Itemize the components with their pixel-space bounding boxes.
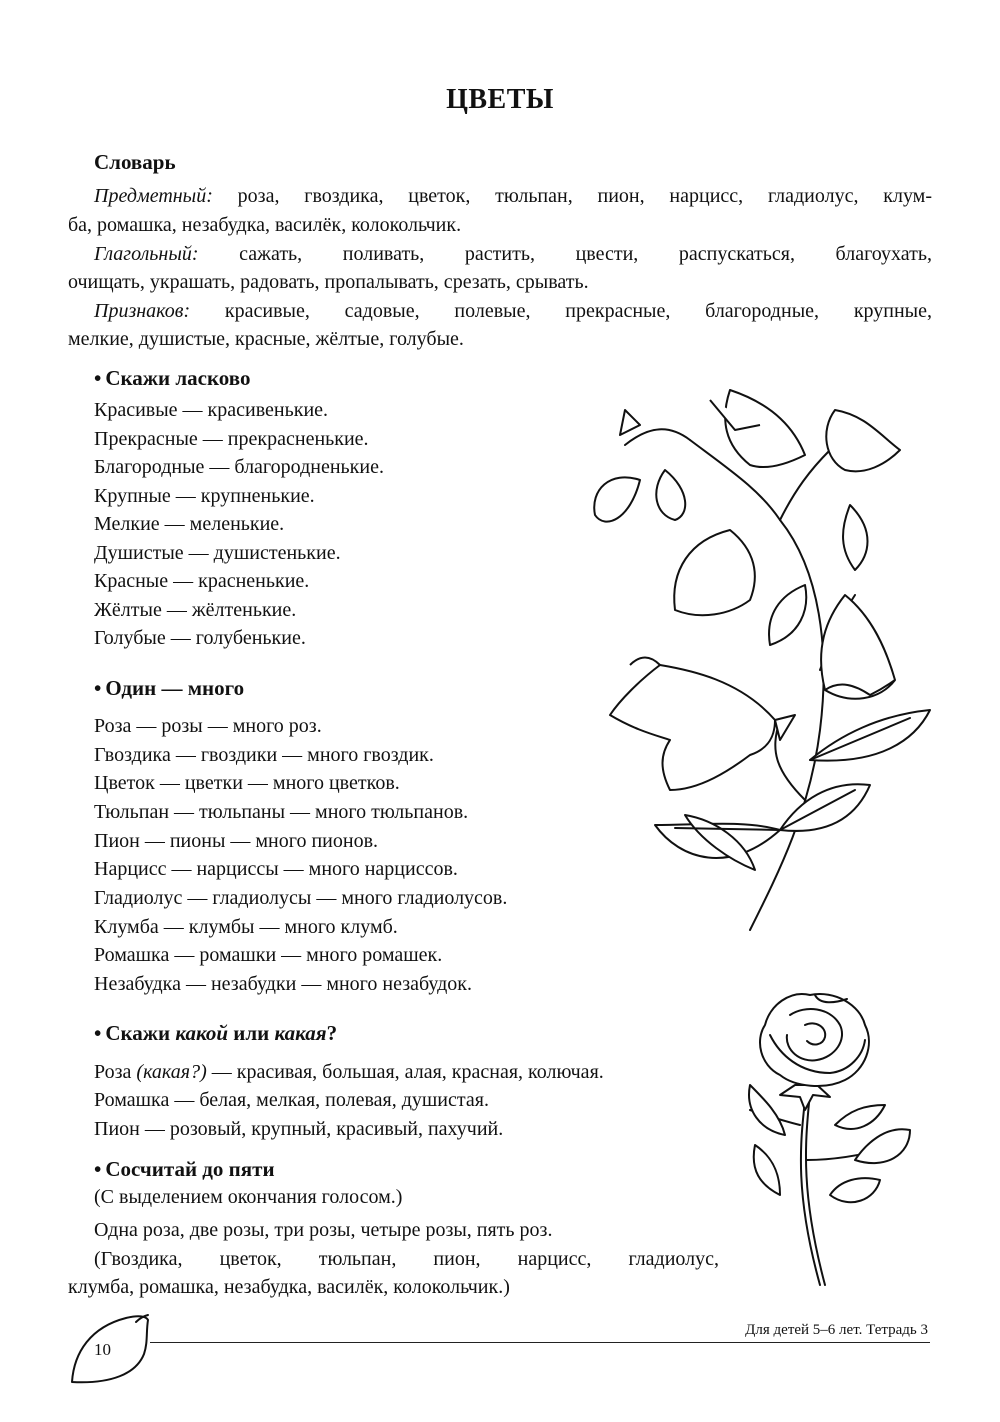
page-number: 10 bbox=[94, 1340, 111, 1359]
section1-item: Голубые — голубенькие. bbox=[94, 627, 306, 649]
adj-text-1: красивые, садовые, полевые, прекрасные, благородные, крупные, bbox=[190, 300, 932, 322]
section1-item: Мелкие — меленькие. bbox=[94, 513, 285, 535]
section4-list-line1: (Гвоздика, цветок, тюльпан, пион, нарцисс, гладиолус, bbox=[94, 1248, 719, 1270]
section2-item: Цветок — цветки — много цветков. bbox=[94, 772, 400, 794]
rose-illustration bbox=[735, 985, 945, 1295]
section2-item: Ромашка — ромашки — много ромашек. bbox=[94, 944, 443, 966]
bell-bud bbox=[594, 477, 640, 521]
section3-heading-mid: или bbox=[228, 1021, 275, 1045]
bell-rim bbox=[630, 658, 660, 666]
rose-sepals bbox=[780, 1085, 830, 1110]
section2-item: Незабудка — незабудки — много незабудок. bbox=[94, 973, 473, 995]
bell-sepal bbox=[775, 715, 795, 740]
page-title: ЦВЕТЫ bbox=[446, 84, 554, 115]
section1-item: Красные — красненькие. bbox=[94, 570, 310, 592]
section3-line3: Пион — розовый, крупный, красивый, пахучий. bbox=[94, 1118, 504, 1140]
section3-heading bbox=[94, 1021, 337, 1046]
dictionary-adj-line1 bbox=[94, 301, 932, 321]
bellflower-leaf bbox=[843, 505, 867, 570]
bellflower-branch bbox=[625, 429, 690, 445]
dictionary-verb-line1 bbox=[94, 244, 932, 264]
section3-heading-prefix: Скажи bbox=[105, 1021, 176, 1045]
bell-bud bbox=[656, 470, 685, 520]
subject-text-2: ба, ромашка, незабудка, василёк, колокольчик. bbox=[68, 214, 462, 236]
rose-stem bbox=[801, 1100, 820, 1285]
rose-leaf bbox=[855, 1129, 910, 1163]
bell-flower bbox=[674, 530, 755, 615]
dictionary-heading: Словарь bbox=[94, 150, 176, 174]
footer-divider bbox=[150, 1342, 930, 1343]
subject-text-1: роза, гвоздика, цветок, тюльпан, пион, нарцисс, гладиолус, клум- bbox=[212, 185, 932, 207]
section3-line1 bbox=[94, 1062, 604, 1082]
section1-item: Крупные — крупненькие. bbox=[94, 485, 315, 507]
section2-item: Тюльпан — тюльпаны — много тюльпанов. bbox=[94, 801, 469, 823]
verb-label: Глагольный: bbox=[94, 243, 199, 265]
bellflower-illustration bbox=[580, 370, 960, 940]
bell-flower bbox=[610, 665, 775, 790]
section1-item: Душистые — душистенькие. bbox=[94, 542, 341, 564]
adj-text-2: мелкие, душистые, красные, жёлтые, голубые. bbox=[68, 328, 464, 350]
bell-bud bbox=[620, 410, 640, 435]
section2-heading: • Один — много bbox=[94, 676, 244, 701]
section3-line2: Ромашка — белая, мелкая, полевая, душистая. bbox=[94, 1089, 489, 1111]
rose-leaf bbox=[835, 1105, 885, 1129]
section1-item: Жёлтые — жёлтенькие. bbox=[94, 599, 297, 621]
section2-item: Пион — пионы — много пионов. bbox=[94, 830, 379, 852]
section2-item: Гвоздика — гвоздики — много гвоздик. bbox=[94, 744, 434, 766]
section3-line1-question: (какая?) bbox=[136, 1061, 207, 1083]
section3-heading-italic1: какой bbox=[175, 1021, 229, 1045]
section4-example: Одна роза, две розы, три розы, четыре розы, пять роз. bbox=[94, 1219, 553, 1241]
section4-heading: • Сосчитай до пяти bbox=[94, 1157, 275, 1182]
footer-caption: Для детей 5–6 лет. Тетрадь 3 bbox=[745, 1322, 928, 1338]
verb-text-1: сажать, поливать, растить, цвести, распускаться, благоухать, bbox=[198, 243, 932, 265]
rose-leaf bbox=[754, 1145, 780, 1195]
bell-flower bbox=[826, 410, 900, 471]
verb-text-2: очищать, украшать, радовать, пропалывать, срезать, срывать. bbox=[68, 271, 589, 293]
section1-item: Красивые — красивенькие. bbox=[94, 399, 329, 421]
section2-item: Клумба — клумбы — много клумб. bbox=[94, 916, 398, 938]
subject-label: Предметный: bbox=[94, 185, 213, 207]
section4-list-line2: клумба, ромашка, незабудка, василёк, колокольчик.) bbox=[68, 1276, 510, 1298]
section3-line1-end: — красивая, большая, алая, красная, колючая. bbox=[206, 1061, 604, 1083]
section3-heading-suffix: ? bbox=[326, 1021, 338, 1045]
rose-leaf bbox=[749, 1085, 785, 1135]
bellflower-leaf bbox=[769, 585, 806, 645]
adj-label: Признаков: bbox=[94, 300, 191, 322]
rose-stem bbox=[806, 1103, 825, 1285]
section3-line1-start: Роза bbox=[94, 1061, 137, 1083]
rose-leaf bbox=[830, 1178, 880, 1202]
dictionary-subject-line1 bbox=[94, 186, 932, 206]
section2-item: Нарцисс — нарциссы — много нарциссов. bbox=[94, 858, 458, 880]
section1-heading: • Скажи ласково bbox=[94, 366, 250, 391]
section1-item: Прекрасные — прекрасненькие. bbox=[94, 428, 369, 450]
section3-heading-italic2: какая bbox=[274, 1021, 327, 1045]
section4-note: (С выделением окончания голосом.) bbox=[94, 1186, 403, 1208]
section1-item: Благородные — благородненькие. bbox=[94, 456, 384, 478]
section2-item: Роза — розы — много роз. bbox=[94, 715, 322, 737]
section2-item: Гладиолус — гладиолусы — много гладиолусов. bbox=[94, 887, 508, 909]
